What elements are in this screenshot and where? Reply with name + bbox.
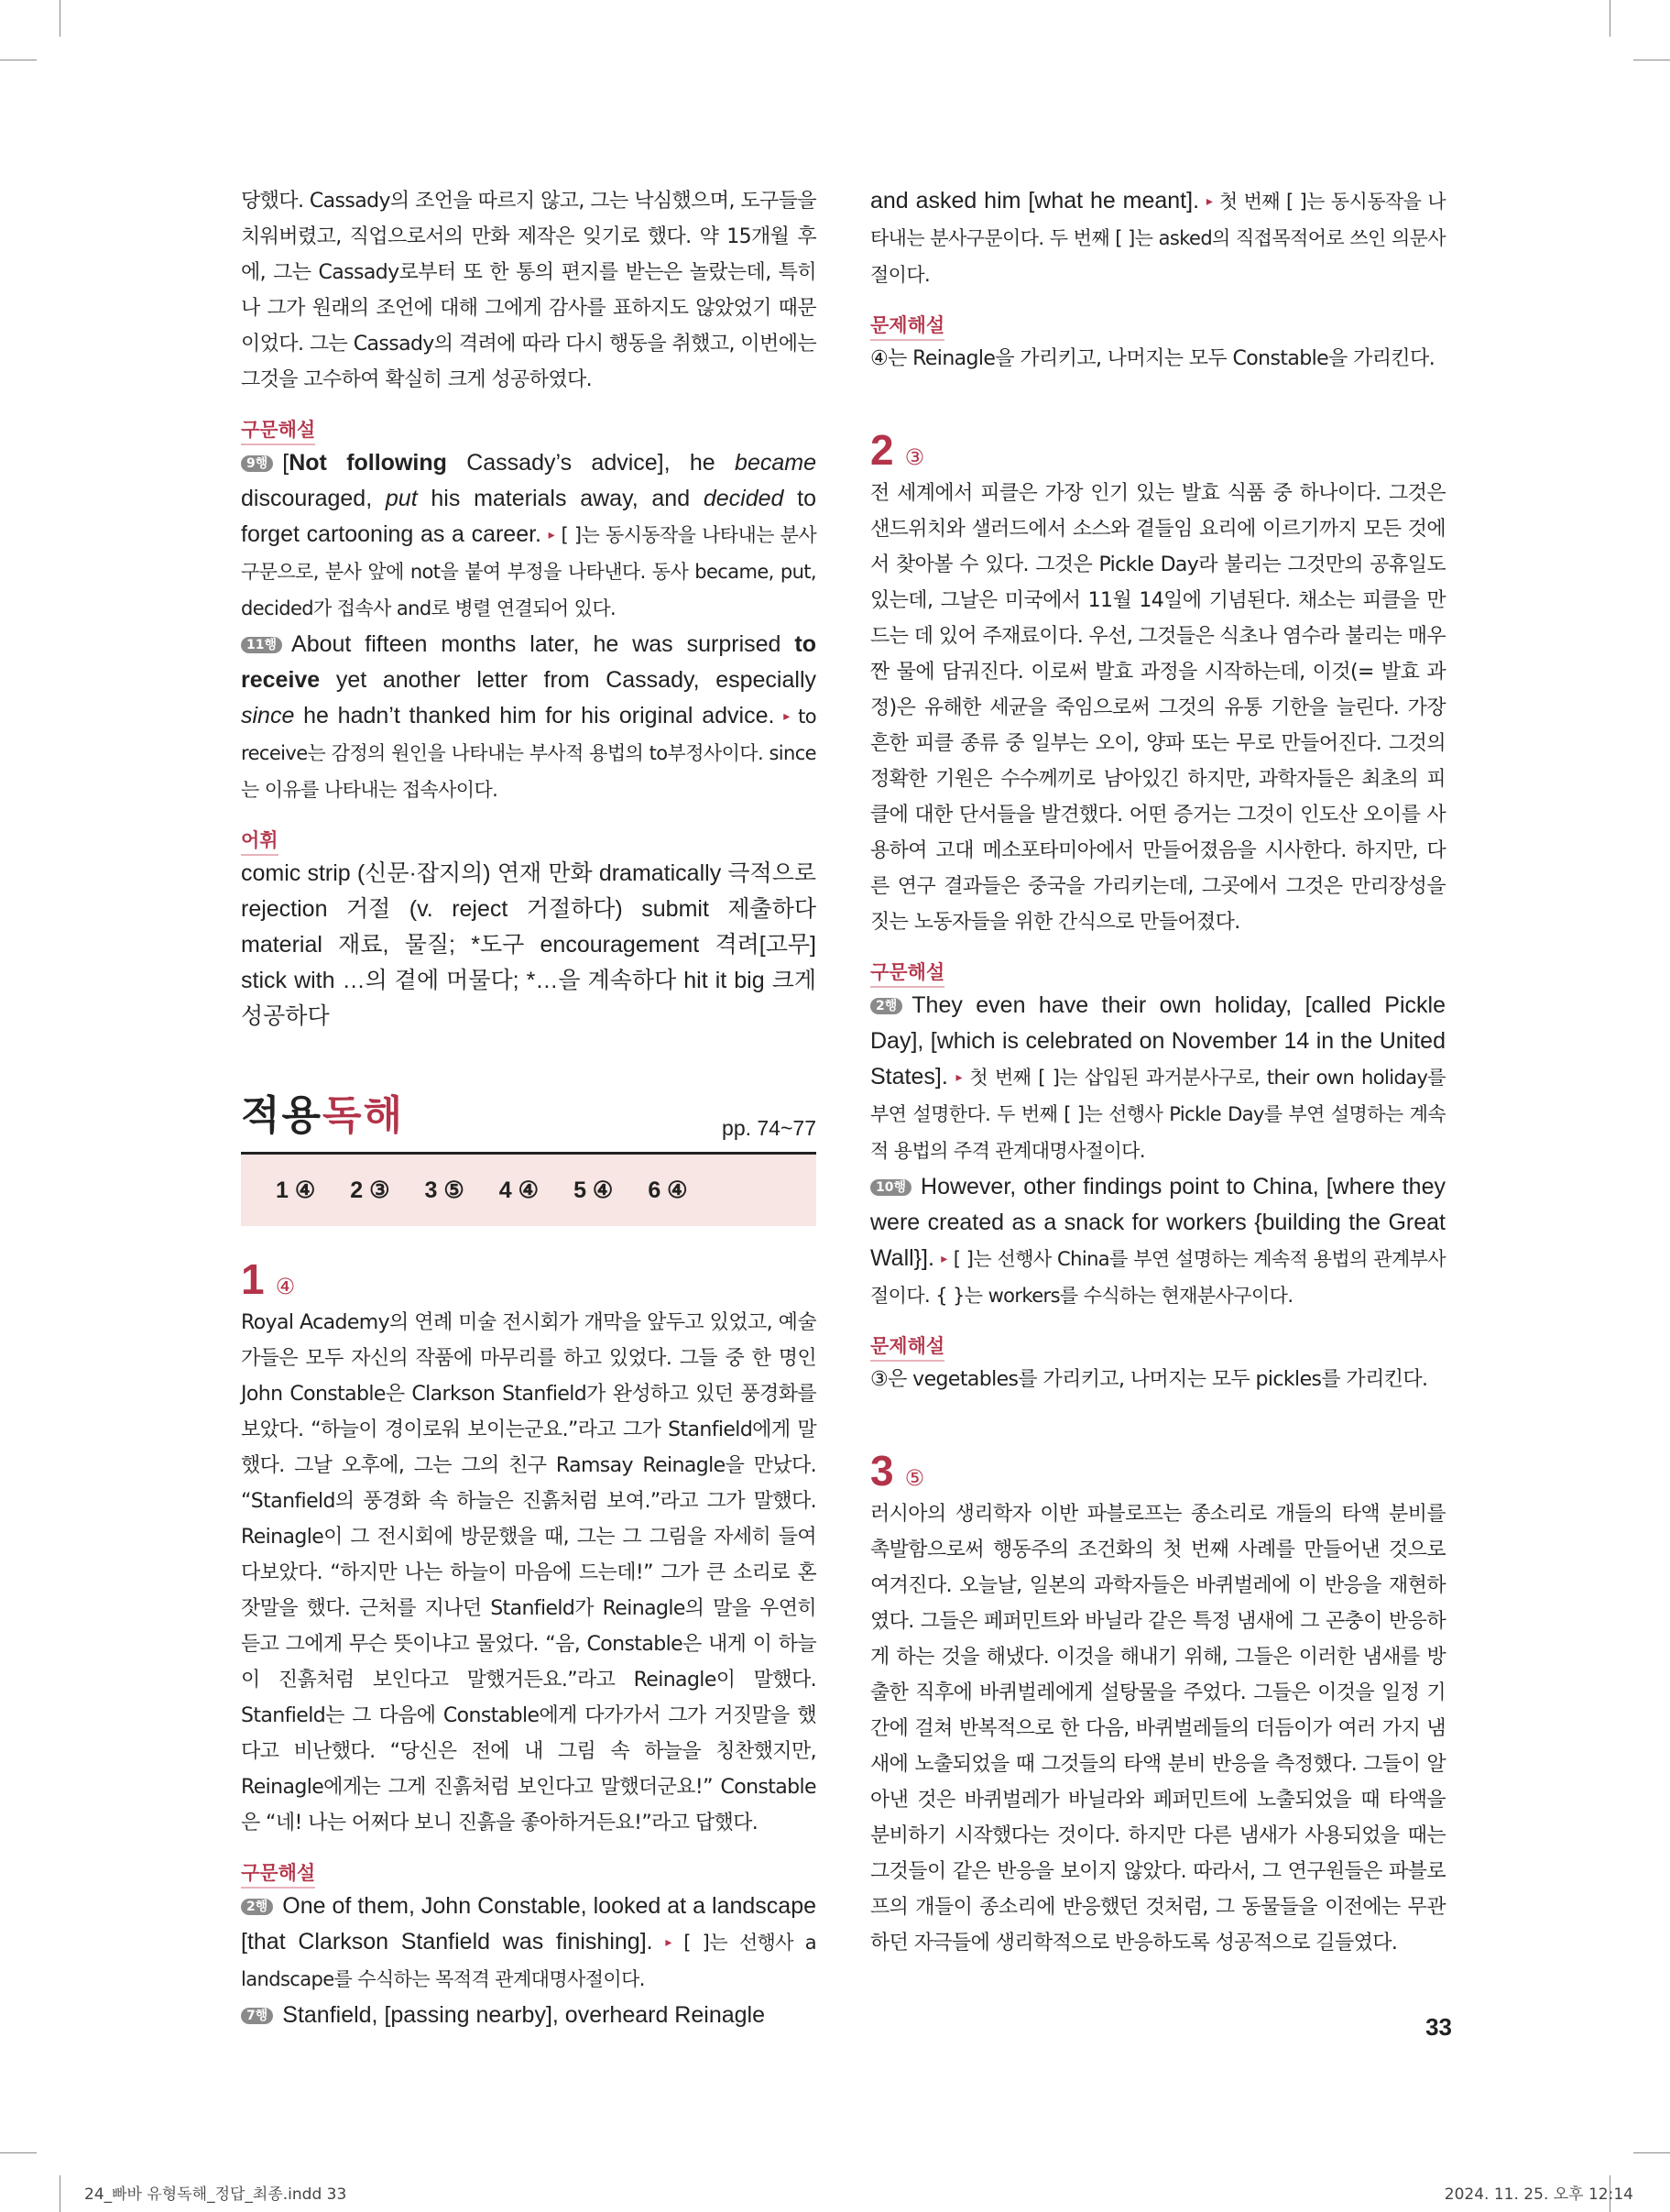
q2-syntax-note-2: 10행 However, other findings point to China, [where they were created as a snack for workers {building the Great Wall}]. ▸ [ ]는 선행사 China를 부연 설명하는 계속적 용법의 관계부사절이다. { }는 workers를 수식하는 현재분사구이다.: [870, 1174, 1446, 1307]
solution-label: 문제해설: [870, 1332, 944, 1362]
line-badge: 11행: [241, 637, 282, 653]
line-badge: 2행: [241, 1899, 273, 1915]
section-pages: pp. 74~77: [722, 1116, 816, 1140]
question-1-translation: Royal Academy의 연례 미술 전시회가 개막을 앞두고 있었고, 예술가들은 모두 자신의 작품에 마무리를 하고 있었다. 그들 중 한 명인 John Constable은 Clarkson Stanfield가 완성하고 있던 풍경화를 보았다. “하늘이 경이로워 보이는군요.”라고 그가 Stanfield에게 말했다. 그날 오후에, 그는 그의 친구 Ramsay Reinagle을 만났다. “Stanfield의 풍경화 속 하늘은 진흙처럼 보여.”라고 그가 말했다. Reinagle이 그 전시회에 방문했을 때, 그는 그 그림을 자세히 들여다보았다. “하지만 나는 하늘이 마음에 드는데!” 그가 큰 소리로 혼잣말을 했다. 근처를 지나던 Stanfield가 Reinagle의 말을 우연히 듣고 그에게 무슨 뜻이냐고 물었다. “음, Constable은 내게 이 하늘이 진흙처럼 보인다고 말했거든요.”라고 Reinagle이 말했다. Stanfield는 그 다음에 Constable에게 다가가서 그가 거짓말을 했다고 비난했다. “당신은 전에 내 그림 속 하늘을 칭찬했지만, Reinagle에게는 그게 진흙처럼 보인다고 말했더군요!” Constable은 “네! 나는 어쩌다 보니 진흙을 좋아하거든요!”라고 답했다.: [241, 1311, 816, 1834]
question-1-solution: ④는 Reinagle을 가리키고, 나머지는 모두 Constable을 가리킨다.: [870, 347, 1435, 370]
triangle-icon: ▸: [783, 708, 791, 723]
syntax-label: 구문해설: [241, 416, 315, 445]
question-2-solution: ③은 vegetables를 가리키고, 나머지는 모두 pickles를 가리킨다.: [870, 1368, 1428, 1391]
answer-item: 1 ④: [276, 1177, 316, 1203]
right-column: [870, 183, 1446, 1961]
answer-item: 4 ④: [498, 1177, 540, 1203]
answer-item: 5 ④: [573, 1177, 614, 1203]
footer-file-name: 24_빠바 유형독해_정답_최종.indd 33: [84, 2185, 347, 2204]
syntax-note-2: 11행 About fifteen months later, he was surprised to receive yet another letter from Cassady, especially since he hadn’t thanked him for his original advice. ▸ to receive는 감정의 원인을 나타내는 부사적 용법의 to부정사이다. since는 이유를 나타내는 접속사이다.: [241, 631, 816, 801]
line-badge: 9행: [241, 455, 273, 472]
solution-label: 문제해설: [870, 312, 944, 341]
question-1-heading: [241, 1254, 816, 1305]
triangle-icon: ▸: [955, 1069, 963, 1084]
answer-key: [241, 1155, 816, 1226]
question-answer: ⑤: [904, 1465, 925, 1491]
syntax-label: 구문해설: [870, 958, 944, 988]
section-title: [241, 1082, 816, 1155]
vocab-label: 어휘: [241, 827, 278, 856]
question-answer: ③: [904, 444, 925, 470]
answer-item: 6 ④: [648, 1177, 688, 1203]
question-answer: ④: [275, 1274, 296, 1299]
line-badge: 7행: [241, 2008, 273, 2024]
question-3-translation: 러시아의 생리학자 이반 파블로프는 종소리로 개들의 타액 분비를 촉발함으로써 행동주의 조건화의 첫 번째 사례를 만들어낸 것으로 여겨진다. 오늘날, 일본의 과학자들은 바퀴벌레에 이 반응을 재현하였다. 그들은 페퍼민트와 바닐라 같은 특정 냄새에 그 곤충이 반응하게 하는 것을 해냈다. 이것을 해내기 위해, 그들은 이러한 냄새를 방출한 직후에 바퀴벌레에게 설탕물을 주었다. 그들은 이것을 일정 기간에 걸쳐 반복적으로 한 다음, 바퀴벌레들의 더듬이가 여러 가지 냄새에 노출되었을 때 그것들의 타액 분비 반응을 측정했다. 그들이 알아낸 것은 바퀴벌레가 바닐라와 페퍼민트에 노출되었을 때 타액을 분비하기 시작했다는 것이다. 하지만 다른 냄새가 사용되었을 때는 그것들이 같은 반응을 보이지 않았다. 따라서, 그 연구원들은 파블로프의 개들이 종소리에 반응했던 것처럼, 그 동물들을 이전에는 무관하던 자극들에 생리학적으로 반응하도록 성공적으로 길들였다.: [870, 1503, 1446, 1955]
question-2-translation: 전 세계에서 피클은 가장 인기 있는 발효 식품 중 하나이다. 그것은 샌드위치와 샐러드에서 소스와 곁들임 요리에 이르기까지 모든 것에서 찾아볼 수 있다. 그것은 Pickle Day라 불리는 그것만의 공휴일도 있는데, 그날은 미국에서 11월 14일에 기념된다. 채소는 피클을 만드는 데 있어 주재료이다. 우선, 그것들은 식초나 염수라 불리는 매우 짠 물에 담궈진다. 이로써 발효 과정을 시작하는데, 이것(= 발효 과정)은 유해한 세균을 죽임으로써 그것의 유통 기한을 늘린다. 가장 흔한 피클 종류 중 일부는 오이, 양파 또는 무로 만들어진다. 그것의 정확한 기원은 수수께끼로 남아있긴 하지만, 과학자들은 최초의 피클에 대한 단서들을 발견했다. 어떤 증거는 그것이 인도산 오이를 사용하여 고대 메소포타미아에서 만들어졌음을 시사한다. 하지만, 다른 연구 결과들은 중국을 가리키는데, 그곳에서 그것은 만리장성을 짓는 노동자들을 위한 간식으로 만들어졌다.: [870, 482, 1446, 934]
vocab-list: comic strip (신문·잡지의) 연재 만화 dramatically 극적으로 rejection 거절 (v. reject 거절하다) submit 제출하다 material 재료, 물질; *도구 encouragement 격려[고무] stick with …의 곁에 머물다; *…을 계속하다 hit it big 크게 성공하다: [241, 860, 816, 1029]
continued-note: and asked him [what he meant]. ▸ 첫 번째 [ ]는 동시동작을 나타내는 분사구문이다. 두 번째 [ ]는 asked의 직접목적어로 쓰인 의문사절이다.: [870, 188, 1446, 286]
page-number: 33: [1425, 2013, 1452, 2041]
crop-mark: [0, 2152, 37, 2153]
q1-syntax-note-2: 7행 Stanfield, [passing nearby], overheard Reinagle: [241, 1998, 816, 2033]
crop-mark: [1633, 2152, 1670, 2153]
question-number: 3: [870, 1447, 894, 1495]
left-column: [241, 183, 816, 2033]
q2-syntax-note-1: 2행 They even have their own holiday, [called Pickle Day], [which is celebrated on November 14 in the United States]. ▸ 첫 번째 [ ]는 삽입된 과거분사구로, their own holiday를 부연 설명한다. 두 번째 [ ]는 선행사 Pickle Day를 부연 설명하는 계속적 용법의 주격 관계대명사절이다.: [870, 992, 1446, 1162]
syntax-note-1: 9행 [Not following Cassady’s advice], he became discouraged, put his materials away, and decided to forget cartooning as a career. ▸ [ ]는 동시동작을 나타내는 분사구문으로, 분사 앞에 not을 붙여 부정을 나타낸다. 동사 became, put, decided가 접속사 and로 병렬 연결되어 있다.: [241, 450, 817, 619]
syntax-label: 구문해설: [241, 1859, 315, 1889]
answer-item: 2 ③: [350, 1177, 390, 1203]
line-badge: 2행: [870, 998, 902, 1014]
question-3-heading: [870, 1445, 1446, 1496]
triangle-icon: ▸: [941, 1251, 948, 1265]
answer-item: 3 ⑤: [424, 1177, 464, 1203]
triangle-icon: ▸: [665, 1934, 672, 1949]
question-number: 2: [870, 426, 894, 474]
line-badge: 10행: [870, 1179, 911, 1196]
section-title-text: 적용독해: [241, 1092, 405, 1139]
triangle-icon: ▸: [548, 527, 555, 542]
triangle-icon: ▸: [1206, 193, 1213, 208]
question-2-heading: [870, 424, 1446, 476]
intro-translation: 당했다. Cassady의 조언을 따르지 않고, 그는 낙심했으며, 도구들을 치워버렸고, 직업으로서의 만화 제작은 잊기로 했다. 약 15개월 후에, 그는 Cassady로부터 또 한 통의 편지를 받는은 놀랐는데, 특히나 그가 원래의 조언에 대해 그에게 감사를 표하지도 않았었기 때문이었다. 그는 Cassady의 격려에 따라 다시 행동을 취했고, 이번에는 그것을 고수하여 확실히 크게 성공하였다.: [241, 190, 816, 391]
footer-timestamp: 2024. 11. 25. 오후 12:14: [1444, 2185, 1633, 2204]
q1-syntax-note-1: 2행 One of them, John Constable, looked at a landscape [that Clarkson Stanfield was finishing]. ▸ [ ]는 선행사 a landscape를 수식하는 목적격 관계대명사절이다.: [241, 1893, 817, 1990]
question-number: 1: [241, 1255, 265, 1303]
